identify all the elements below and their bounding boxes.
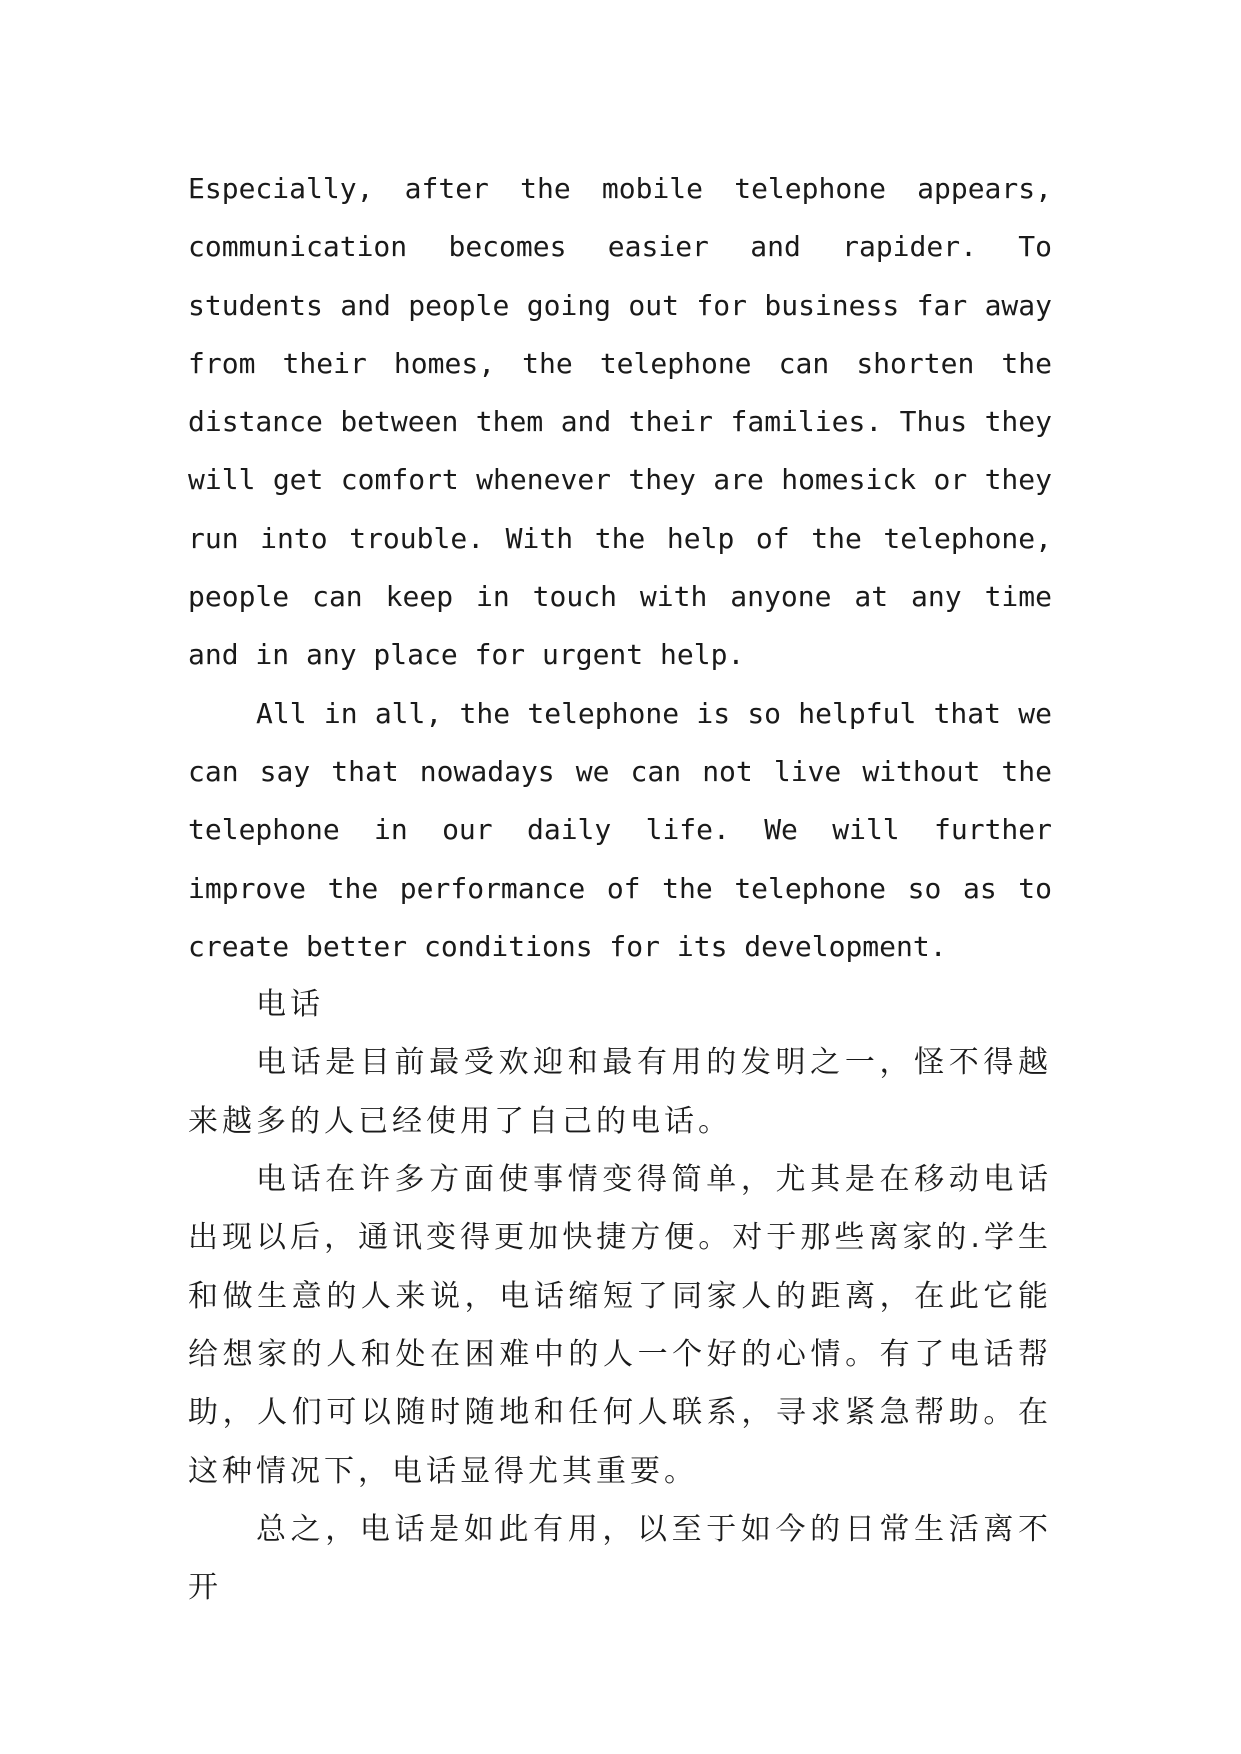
chinese-paragraph-conclusion: 总之，电话是如此有用，以至于如今的日常生活离不开 bbox=[188, 1511, 1052, 1606]
chinese-paragraph-intro: 电话是目前最受欢迎和最有用的发明之一，怪不得越来越多的人已经使用了自己的电话。 bbox=[188, 1045, 1052, 1139]
chinese-paragraph-body: 电话在许多方面使事情变得简单，尤其是在移动电话出现以后，通讯变得更加快捷方便。对于那些离家的.学生和做生意的人来说，电话缩短了同家人的距离，在此它能给想家的人和处在困难中的人一个好的心情。有了电话帮助，人们可以随时随地和任何人联系，寻求紧急帮助。在这种情况下，电话显得尤其重要。 bbox=[188, 1162, 1052, 1489]
document-body bbox=[188, 160, 1052, 1617]
chinese-heading: 电话 bbox=[256, 987, 324, 1023]
english-paragraph-conclusion: All in all, the telephone is so helpful that we can say that nowadays we can not live without the telephone in our daily life. We will further improve the performance of the telephone so as to create better conditions for its development. bbox=[188, 696, 1052, 963]
english-paragraph-continued: Especially, after the mobile telephone appears, communication becomes easier and rapider. To students and people going out for business far away from their homes, the telephone can shorten the distance between them and their families. Thus they will get comfort whenever they are homesick or they run into trouble. With the help of the telephone, people can keep in touch with anyone at any time and in any place for urgent help. bbox=[188, 172, 1052, 672]
